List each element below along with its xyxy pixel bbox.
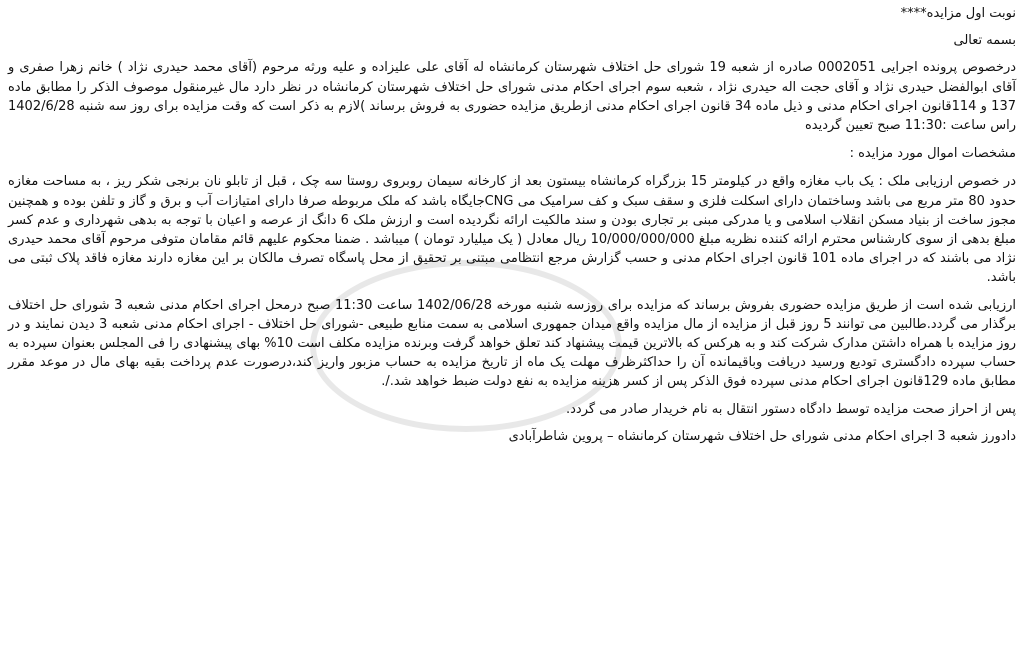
specs-paragraph: در خصوص ارزیابی ملک : یک باب مغازه واقع در کیلومتر 15 بزرگراه کرمانشاه بیستون بعد از کارخانه سیمان روبروی روستا سه چک ، قبل از تابلو نان برنجی شکر ریز ، به مساحت مغازه حدود 80 متر مربع می باشد وساختمان دارای اسکلت فلزی و سقف سبک و کف سرامیک می CNGجایگاه باشد که ملک مربوطه صرفا دارای امتیازات آب و برق و گاز و تلفن بوده و همچنین مجوز ساخت از بنیاد مسکن انقلاب اسلامی و یا مدرکی مبنی بر تجاری بودن و سند مالکیت ارائه نگردیده است و ارزش ملک 6 دانگ از عرصه و اعیان با توجه به بدهی شهرداری و عدم کسر مبلغ بدهی از سوی کارشناس محترم ارائه کننده نظریه مبلغ 10/000/000/000 ریال معادل ( یک میلیارد تومان ) میباشد . ضمنا محکوم علیهم قائم مقامان متوفی مرحوم آقای محمد حیدری نژاد می باشند که در اجرای ماده 101 قانون اجرای احکام مدنی و حسب گزارش مرجع انتظامی مبتنی بر تحقیق از محل پاسگاه تصرف مالکان بر این مغازه دارند مغازه فاقد پلاک ثبتی می باشد. [8,174,1017,286]
intro-paragraph: درخصوص پرونده اجرایی 0002051 صادره از شعبه 19 شورای حل اختلاف شهرستان کرمانشاه له آقای علی علیزاده و علیه ورثه مرحوم (آقای محمد حیدری نژاد ) خانم زهرا صفری و آقای ابوالفضل حیدری نژاد و آقای حجت اله حیدری نژاد ، شعبه سوم اجرای احکام مدنی شورای حل اختلاف شهرستان کرمانشاه در نظر دارد مال غیرمنقول موصوف الذکر را مطابق ماده 137 و 114قانون اجرای احکام مدنی و ذیل ماده 34 قانون اجرای احکام مدنی ازطریق مزایده حضوری به فروش برساند )لازم به ذکر است که وقت مزایده برای روز سه شنبه 1402/6/28 راس ساعت :11:30 صبح تعیین گردیده [8,60,1017,134]
transfer-note: پس از احراز صحت مزایده توسط دادگاه دستور انتقال به نام خریدار صادر می گردد. [566,401,1016,417]
auction-notice [8,4,1016,446]
signature-line: دادورز شعبه 3 اجرای احکام مدنی شورای حل اختلاف شهرستان کرمانشاه – پروین شاطرآبادی [508,428,1016,444]
specs-heading: مشخصات اموال مورد مزایده : [849,146,1016,162]
notice-heading: نوبت اول مزایده**** [900,6,1016,21]
auction-terms-paragraph: ارزیابی شده است از طریق مزایده حضوری بفروش برساند که مزایده برای روزسه شنبه مورخه 1402/06/28 ساعت 11:30 صبح درمحل اجرای احکام مدنی شعبه 3 شورای حل اختلاف برگذار می گردد.طالبین می توانند 5 روز قبل از مزایده از مال مزایده واقع میدان جمهوری اسلامی به سمت منابع طبیعی -شورای حل اختلاف - اجرای احکام مدنی شعبه 3 دیدن نمایند و در روز مزایده با همراه داشتن مدارک شرکت کند و به هرکس که بالاترین قیمت پیشنهاد کند تعلق خواهد گرفت وبرنده مزایده مکلف است 10% بهای پیشنهادی را فی المجلس بعنوان سپرده به حساب سپرده دادگستری تودیع ورسید دریافت وباقیمانده آن را حداکثرظرف مهلت یک ماه از تاریخ مزایده به حساب مزبور واریز کند،درصورت عدم پرداخت بقیه بهای مال در موعد مقرر مطابق ماده 129قانون اجرای احکام مدنی سپرده فوق الذکر پس از کسر هزینه مزایده به نفع دولت ضبط خواهد شد./. [8,297,1017,390]
invocation: بسمه تعالی [953,33,1016,49]
